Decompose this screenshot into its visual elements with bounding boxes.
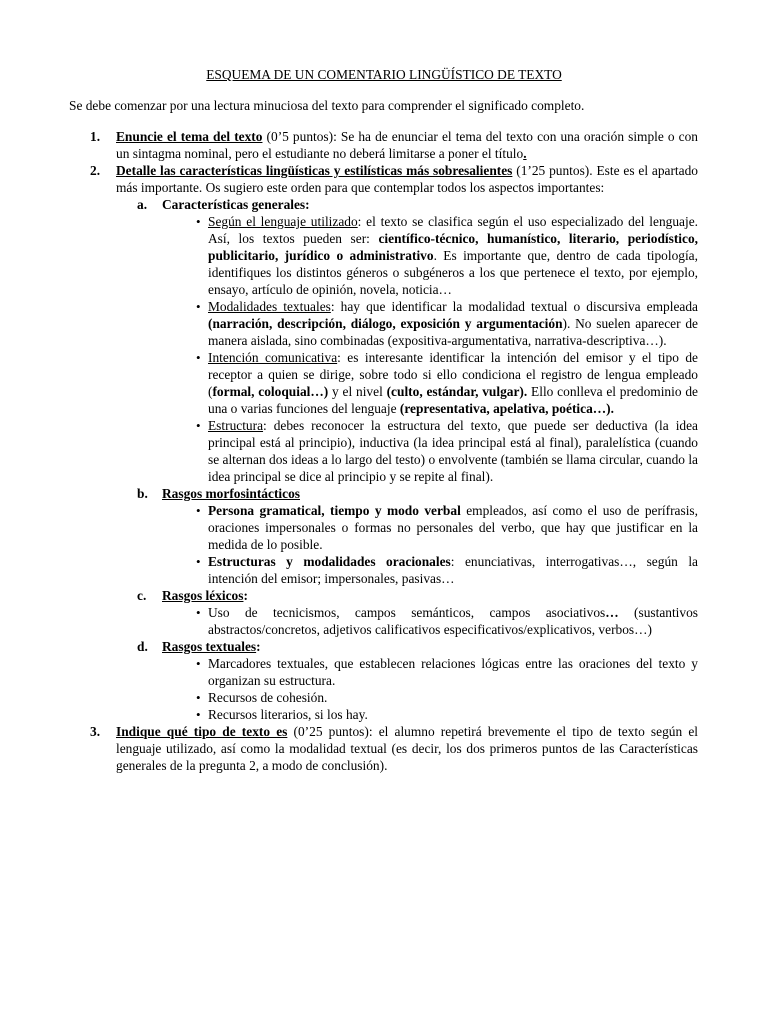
sublist-heading: Rasgos textuales bbox=[162, 639, 257, 654]
bullet-text: ). No suelen aparecer de manera aislada, sino combinadas (expositiva-argumentativa, narrativa-descriptiva…). bbox=[208, 316, 698, 348]
item-number: 2. bbox=[90, 163, 101, 178]
sublist-letter: c. bbox=[137, 588, 147, 603]
bullet-text: : enunciativas, interrogativas…, según la intención del emisor; impersonales, pasivas… bbox=[208, 554, 698, 586]
bullet-item bbox=[208, 553, 698, 587]
bullet-bold: Persona gramatical, tiempo y modo verbal bbox=[208, 503, 461, 518]
bullet-list bbox=[162, 502, 698, 587]
sublist-item-a bbox=[115, 196, 698, 485]
sublist-heading: Rasgos léxicos bbox=[162, 588, 244, 603]
bullet-text: . Es importante que, dentro de cada tipología, identifiques los distintos géneros o subgéneros a los que pertenece el texto, por ejemplo, ensayo, artículo de opinión, novela, noticia… bbox=[208, 248, 698, 297]
bullet-item bbox=[208, 417, 698, 485]
item-heading: Indique qué tipo de texto es bbox=[116, 724, 288, 739]
bullet-item bbox=[208, 502, 698, 553]
item-heading: Enuncie el tema del texto bbox=[116, 129, 263, 144]
item-period: . bbox=[523, 146, 527, 161]
intro-paragraph: Se debe comenzar por una lectura minuciosa del texto para comprender el significado completo. bbox=[69, 98, 585, 113]
sublist-colon: : bbox=[243, 588, 248, 603]
sublist-letter: b. bbox=[137, 486, 148, 501]
bullet-text: : el texto se clasifica según el uso especializado del lenguaje. Así, los textos pueden ser: bbox=[208, 214, 698, 246]
bullet-text: Uso de tecnicismos, campos semánticos, campos asociativos bbox=[208, 605, 606, 620]
bullet-text: Ello conlleva el predominio de una o varias funciones del lenguaje bbox=[208, 384, 698, 416]
sublist-item-b bbox=[115, 485, 698, 587]
bullet-item bbox=[208, 213, 698, 298]
bullet-text: : hay que identificar la modalidad textual o discursiva empleada bbox=[330, 299, 698, 314]
sublist-heading: Características generales: bbox=[162, 197, 310, 212]
item-number: 3. bbox=[90, 724, 101, 739]
bullet-bold: formal, coloquial…) bbox=[212, 384, 329, 399]
bullet-bold: Estructuras y modalidades oracionales bbox=[208, 554, 451, 569]
bullet-text: empleados, así como el uso de perífrasis, oraciones impersonales o formas no personales del verbo, que hay que justificar en la medida de lo posible. bbox=[208, 503, 698, 552]
item-heading: Detalle las características lingüísticas y estilísticas más sobresalientes bbox=[116, 163, 513, 178]
item-text: (1’25 puntos). Este es el apartado más importante. Os sugiero este orden para que contemplar todos los aspectos importantes: bbox=[116, 163, 698, 195]
bullet-term: Intención comunicativa bbox=[208, 350, 338, 365]
bullet-list bbox=[162, 604, 698, 638]
bullet-text: : debes reconocer la estructura del texto, que puede ser deductiva (la idea principal está al principio), inductiva (la idea principal está al final), paralelística (cuando se alternan dos ideas a lo largo del testo) o envolvente (también se llama circular, cuando la idea principal se dice al principio y se repite al final). bbox=[208, 418, 698, 484]
sublist-colon: : bbox=[256, 639, 261, 654]
list-item-2 bbox=[90, 162, 699, 723]
bullet-list bbox=[162, 213, 698, 485]
sublist-item-c bbox=[115, 587, 698, 638]
bullet-item bbox=[208, 349, 698, 417]
item-number: 1. bbox=[90, 129, 101, 144]
bullet-item: • Marcadores textuales, que establecen relaciones lógicas entre las oraciones del texto y organizan su estructura. bbox=[208, 655, 698, 689]
bullet-item: • Recursos literarios, si los hay. bbox=[208, 706, 698, 723]
item-text: (0’25 puntos): el alumno repetirá brevemente el tipo de texto según el lenguaje utilizado, así como la modalidad textual (es decir, los dos primeros puntos de las Características generales de la pregunta 2, a modo de conclusión). bbox=[116, 724, 698, 773]
bullet-text: : es interesante identificar la intención del emisor y el tipo de receptor a quien se dirige, sobre todo si ello condiciona el registro de lengua empleado ( bbox=[208, 350, 698, 399]
sublist-item-d bbox=[115, 638, 698, 723]
bullet-list bbox=[162, 655, 698, 723]
bullet-term: Según el lenguaje utilizado bbox=[208, 214, 358, 229]
bullet-text: y el nivel bbox=[328, 384, 387, 399]
bullet-term: Estructura bbox=[208, 418, 264, 433]
bullet-bold: (culto, estándar, vulgar). bbox=[386, 384, 528, 399]
list-item-1 bbox=[90, 128, 698, 162]
bullet-text: (sustantivos abstractos/concretos, adjetivos calificativos especificativos/explicativos, verbos…) bbox=[208, 605, 699, 637]
bullet-bold: (representativa, apelativa, poética…). bbox=[399, 401, 614, 416]
bullet-item bbox=[208, 604, 698, 638]
bullet-bold: (narración, descripción, diálogo, exposición y argumentación bbox=[208, 316, 563, 331]
sublist-letter: a. bbox=[137, 197, 148, 212]
bullet-term: Modalidades textuales bbox=[208, 299, 331, 314]
numbered-list bbox=[90, 128, 699, 774]
list-item-3 bbox=[90, 723, 698, 774]
item-text: (0’5 puntos): Se ha de enunciar el tema del texto con una oración simple o con un sintagma nominal, pero el estudiante no deberá limitarse a poner el título bbox=[116, 129, 698, 161]
bullet-bold: científico-técnico, humanístico, literario, periodístico, publicitario, jurídico o administrativo bbox=[208, 231, 698, 263]
sublist-heading: Rasgos morfosintácticos bbox=[162, 486, 300, 501]
sublist-letter: d. bbox=[137, 639, 148, 654]
bullet-item: • Recursos de cohesión. bbox=[208, 689, 698, 706]
bullet-bold: … bbox=[605, 605, 619, 620]
document-title: ESQUEMA DE UN COMENTARIO LINGÜÍSTICO DE TEXTO bbox=[206, 67, 562, 82]
bullet-item bbox=[208, 298, 698, 349]
